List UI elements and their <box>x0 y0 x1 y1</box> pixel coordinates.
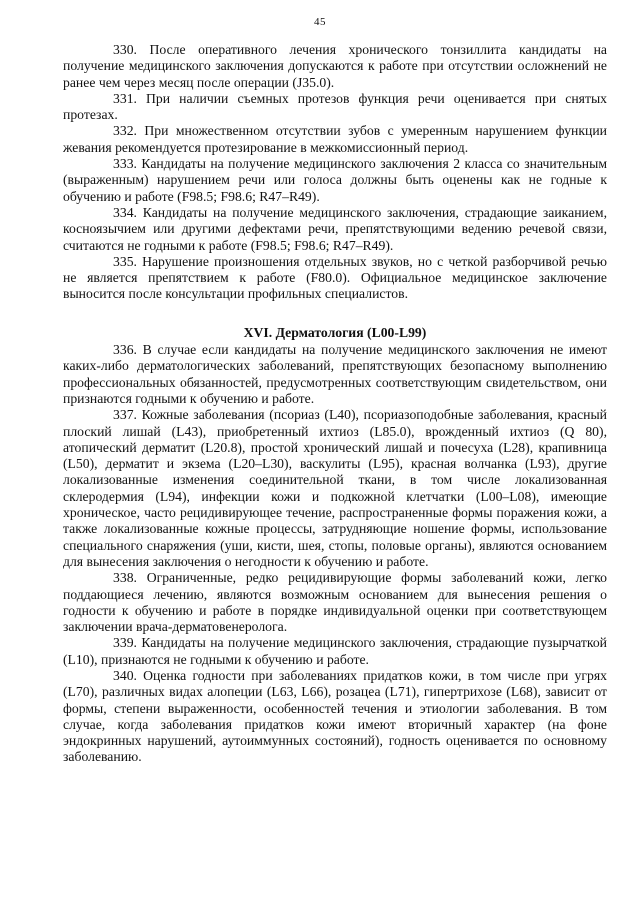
paragraph-337: 337. Кожные заболевания (псориаз (L40), псориазоподобные заболевания, красный плоский лишай (L43), приобретенный ихтиоз (L85.0), врожденный ихтиоз (Q 80), атопический дерматит (L20.8), простой хронический лишай и почесуха (L28), крапивница (L50), дерматит и экзема (L20–L30), васкулиты (L95), красная волчанка (L93), другие локализованные изменения соединительной ткани, в том числе локализованная склеродермия (L94), инфекции кожи и подкожной клетчатки (L00–L08), имеющие хроническое, часто рецидивирующее течение, распространенные формы поражения кожи, а также локализованные кожные процессы, затрудняющие ношение формы, использование специального снаряжения (уши, кисти, шея, стопы, половые органы), являются основанием для вынесения заключения о негодности к обучению и работе. <box>63 407 607 569</box>
paragraph-333: 333. Кандидаты на получение медицинского заключения 2 класса со значительным (выраженным) нарушением речи или голоса должны быть оценены как не годные к обучению и работе (F98.5; F98.6; R47–R49). <box>63 156 607 204</box>
page-number: 45 <box>314 16 326 28</box>
page-body <box>63 42 607 766</box>
paragraph-336: 336. В случае если кандидаты на получение медицинского заключения не имеют каких-либо дерматологических заболеваний, препятствующих безопасному выполнению профессиональных обязанностей, предусмотренных соответствующим свидетельством, они признаются годными к обучению и работе. <box>63 342 607 406</box>
paragraph-334: 334. Кандидаты на получение медицинского заключения, страдающие заиканием, косноязычием или другими дефектами речи, препятствующими ведению речевой связи, считаются не годными к работе (F98.5; F98.6; R47–R49). <box>63 204 607 253</box>
section-title-dermatology: XVI. Дерматология (L00-L99) <box>243 324 427 340</box>
paragraph-330: 330. После оперативного лечения хронического тонзиллита кандидаты на получение медицинского заключения допускаются к работе при отсутствии осложнений не ранее чем через месяц после операции (J35.0). <box>63 42 607 90</box>
paragraph-335: 335. Нарушение произношения отдельных звуков, но с четкой разборчивой речью не является препятствием к работе (F80.0). Официальное медицинское заключение выносится после консультации профильных специалистов. <box>63 253 607 302</box>
paragraph-339: 339. Кандидаты на получение медицинского заключения, страдающие пузырчаткой (L10), признаются не годными к обучению и работе. <box>63 635 607 667</box>
paragraph-340: 340. Оценка годности при заболеваниях придатков кожи, в том числе при угрях (L70), различных видах алопеции (L63, L66), розацеа (L71), гипертрихозе (L68), зависит от формы, степени выраженности, особенностей течения и этиологии заболевания. В том случае, когда заболевания придатков кожи имеют вторичный характер (на фоне эндокринных нарушений, аутоиммунных состояний), годность оценивается по основному заболеванию. <box>63 667 607 765</box>
paragraph-338: 338. Ограниченные, редко рецидивирующие формы заболеваний кожи, легко поддающиеся лечению, являются возможным основанием для вынесения решения о годности к обучению и работе в порядке индивидуальной оценки при соответствующем заключении врача-дерматовенеролога. <box>63 570 607 635</box>
paragraph-332: 332. При множественном отсутствии зубов с умеренным нарушением функции жевания рекомендуется протезирование в межкомиссионный период. <box>63 123 607 155</box>
paragraph-331: 331. При наличии съемных протезов функция речи оценивается при снятых протезах. <box>63 90 607 123</box>
